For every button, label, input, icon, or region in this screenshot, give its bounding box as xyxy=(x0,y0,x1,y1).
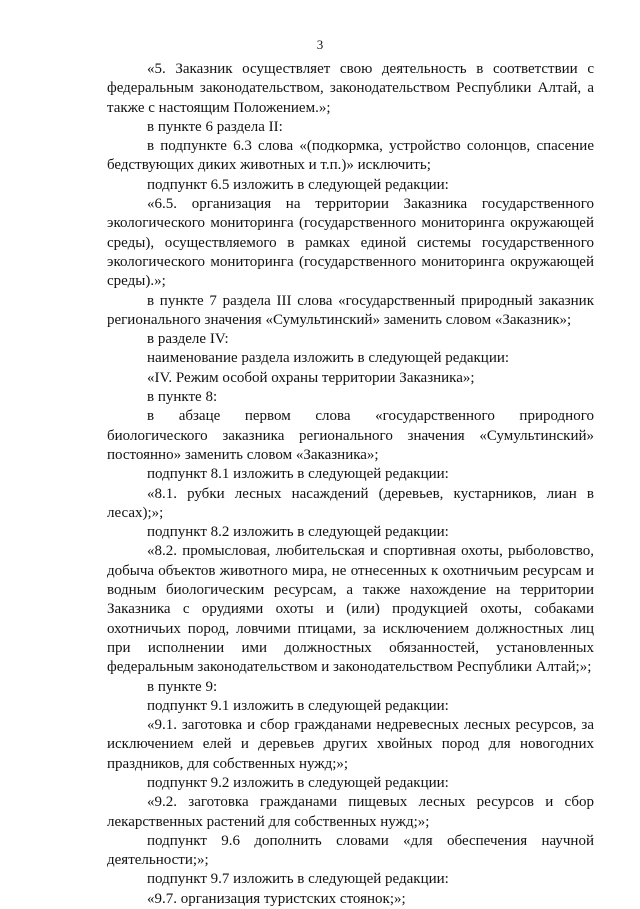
document-body xyxy=(107,60,594,909)
paragraph: «8.2. промысловая, любительская и спортивная охоты, рыболовство, добыча объектов животного мира, не отнесенных к охотничьим ресурсам и водным биологическим ресурсам, а также нахождение на территории Заказника с орудиями охоты и (или) продукцией охоты, собаками охотничьих пород, ловчими птицами, за исключением должностных лиц при исполнении ими должностных обязанностей, установленных федеральным законодательством и законодательством Республики Алтай;»; xyxy=(107,543,594,676)
paragraph: «9.1. заготовка и сбор гражданами недревесных лесных ресурсов, за исключением елей и деревьев других хвойных пород для новогодних праздников, для собственных нужд;»; xyxy=(107,717,594,772)
paragraph: «8.1. рубки лесных насаждений (деревьев, кустарников, лиан в лесах);»; xyxy=(107,485,594,521)
paragraph: подпункт 9.1 изложить в следующей редакции: xyxy=(147,697,449,714)
paragraph: в пункте 6 раздела II: xyxy=(147,118,283,135)
page-number: 3 xyxy=(316,37,324,52)
paragraph: «9.7. организация туристских стоянок;»; xyxy=(147,890,406,907)
paragraph: подпункт 8.2 изложить в следующей редакции: xyxy=(147,524,449,541)
paragraph: подпункт 9.2 изложить в следующей редакции: xyxy=(147,774,449,791)
paragraph: в пункте 8: xyxy=(147,389,218,406)
paragraph: в пункте 9: xyxy=(147,678,218,695)
paragraph: подпункт 9.6 дополнить словами «для обеспечения научной деятельности;»; xyxy=(107,832,594,869)
paragraph: подпункт 9.7 изложить в следующей редакции: xyxy=(147,871,449,888)
paragraph: «9.2. заготовка гражданами пищевых лесных ресурсов и сбор лекарственных растений для собственных нужд;»; xyxy=(107,794,594,830)
paragraph: в пункте 7 раздела III слова «государственный природный заказник регионального значения «Сумультинский» заменить словом «Заказник»; xyxy=(107,292,594,328)
paragraph: наименование раздела изложить в следующей редакции: xyxy=(147,350,510,367)
paragraph: «6.5. организация на территории Заказника государственного экологического мониторинга (государственного мониторинга окружающей среды), осуществляемого в рамках единой системы государственного экологического мониторинга (государственного мониторинга окружающей среды).»; xyxy=(107,196,594,290)
paragraph: в абзаце первом слова «государственного природного биологического заказника регионального значения «Сумультинский» постоянно» заменить словом «Заказника»; xyxy=(107,408,594,463)
paragraph: «IV. Режим особой охраны территории Заказника»; xyxy=(147,369,475,386)
paragraph: в подпункте 6.3 слова «(подкормка, устройство солонцов, спасение бедствующих диких животных и т.п.)» исключить; xyxy=(107,138,594,174)
paragraph: подпункт 6.5 изложить в следующей редакции: xyxy=(147,176,449,193)
paragraph: подпункт 8.1 изложить в следующей редакции: xyxy=(147,466,449,483)
paragraph: в разделе IV: xyxy=(147,331,229,348)
paragraph: «5. Заказник осуществляет свою деятельность в соответствии с федеральным законодательством, законодательством Республики Алтай, а также с настоящим Положением.»; xyxy=(107,61,594,116)
